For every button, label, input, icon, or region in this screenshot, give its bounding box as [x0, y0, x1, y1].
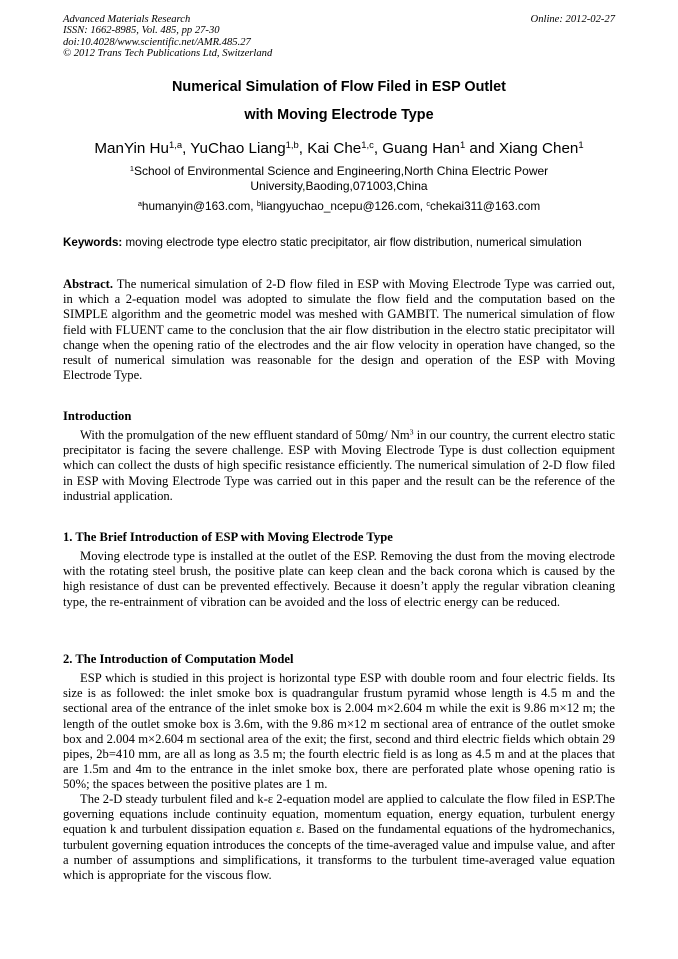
author-emails: [63, 199, 615, 213]
abstract-text: The numerical simulation of 2-D flow filed in ESP with Moving Electrode Type was carried out, in which a 2-equation model was adopted to simulate the flow field and the computation based on the SIMPLE algorithm and the geometric model was meshed with GAMBIT. The numerical simulation of flow field with FLUENT came to the conclusion that the air flow distribution in the electro static precipitator will change when the opening ratio of the electrodes and the air flow velocity in operation have changed, so the result of numerical simulation was reasonable for the design and operation of the ESP with Moving Electrode Type.: [63, 277, 616, 383]
section-1-paragraph: Moving electrode type is installed at the outlet of the ESP. Removing the dust from the moving electrode with the rotating steel brush, the positive plate can keep clean and the back corona which is caused by the high resistance of dust can be prevented effectively. Because it doesn’t apply the regular vibration cleaning type, the re-entrainment of vibration can be avoided and the loss of electric energy can be reduced.: [63, 549, 615, 609]
online-date: Online: 2012-02-27: [530, 14, 615, 25]
section-heading-1: 1. The Brief Introduction of ESP with Moving Electrode Type: [63, 530, 393, 544]
keywords-text: moving electrode type electro static precipitator, air flow distribution, numerical simulation: [125, 236, 582, 249]
section-heading-2: 2. The Introduction of Computation Model: [63, 652, 294, 666]
affiliation: [63, 164, 615, 193]
author: YuChao Liang$^{1,b}$,: [190, 138, 308, 157]
introduction-paragraph: With the promulgation of the new effluent standard of 50mg/ Nm$^3$ in our country, the current electro static precipitator is facing the severe challenge. ESP with Moving Electrode Type is dust collection equipment which can collect the dusts of high specific resistance efficiently. The numerical simulation of 2-D flow filed in ESP with Moving Electrode Type was carried out in this paper and the result can be the reference of the industrial application.: [63, 427, 615, 503]
keywords: [63, 236, 615, 251]
email: $^c$chekai311@163.com: [426, 198, 541, 213]
author: Xiang Chen$^1$: [498, 138, 584, 157]
keywords-label: Keywords:: [63, 236, 123, 249]
affiliation-line-1: $^1$School of Environmental Science and Engineering,North China Electric Power: [129, 163, 549, 178]
email: $^b$liangyuchao_ncepu@126.com,: [256, 198, 427, 213]
journal-header: [63, 14, 615, 60]
journal-name: Advanced Materials Research: [63, 14, 191, 25]
author: ManYin Hu$^{1,a}$,: [94, 138, 191, 157]
section-2-paragraph-1: ESP which is studied in this project is horizontal type ESP with double room and four electric fields. Its size is as followed: the inlet smoke box is quadrangular frustum pyramid whose length is 4.5 m and the sectional area of the entrance of the inlet smoke box is 2.004 m×2.604 m while the exit is 9.86 m×12 m; the length of the outlet smoke box is 3.6m, with the 9.86 m×12 m sectional area of entrance of the outlet smoke box and 2.004 m×2.604 m sectional area of the exit; the first, second and third electric fields which obtain 29 pipes, 2b=410 mm, are all as long as 3.5 m; the fourth electric field is as long as 4.5 m and at the places that are 1.5m and 4m to the entrance in the inlet smoke box, there are perforated plate whose opening ratio is 50%; the spaces between the positive plates are 1 m.: [63, 671, 615, 792]
affiliation-line-2: University,Baoding,071003,China: [250, 178, 428, 193]
author-list: [40, 140, 638, 158]
paper-title-line-1: Numerical Simulation of Flow Filed in ESP Outlet: [172, 79, 506, 95]
doi-line: doi:10.4028/www.scientific.net/AMR.485.27: [63, 36, 251, 48]
paper-title-line-2: with Moving Electrode Type: [244, 107, 434, 123]
copyright-line: © 2012 Trans Tech Publications Ltd, Switzerland: [63, 48, 273, 60]
issn-line: ISSN: 1662-8985, Vol. 485, pp 27-30: [63, 25, 220, 37]
email: $^a$humanyin@163.com,: [137, 198, 257, 213]
abstract: [63, 277, 615, 383]
section-heading-introduction: Introduction: [63, 409, 132, 423]
author: Guang Han$^1$ and: [382, 138, 499, 157]
author: Kai Che$^{1,c}$,: [307, 138, 383, 157]
abstract-label: Abstract.: [63, 277, 114, 291]
section-2-paragraph-2: The 2-D steady turbulent filed and k-ε 2-equation model are applied to calculate the flow filed in ESP.The governing equations include continuity equation, momentum equation, energy equation, turbulent energy equation k and turbulent dissipation equation ε. Based on the fundamental equations of the hydromechanics, turbulent governing equation introduces the concepts of the time-averaged value and impulse value, and after a number of assumptions and simplifications, it transforms to the turbulent time-averaged value equation which is appropriate for the viscous flow.: [63, 792, 615, 883]
